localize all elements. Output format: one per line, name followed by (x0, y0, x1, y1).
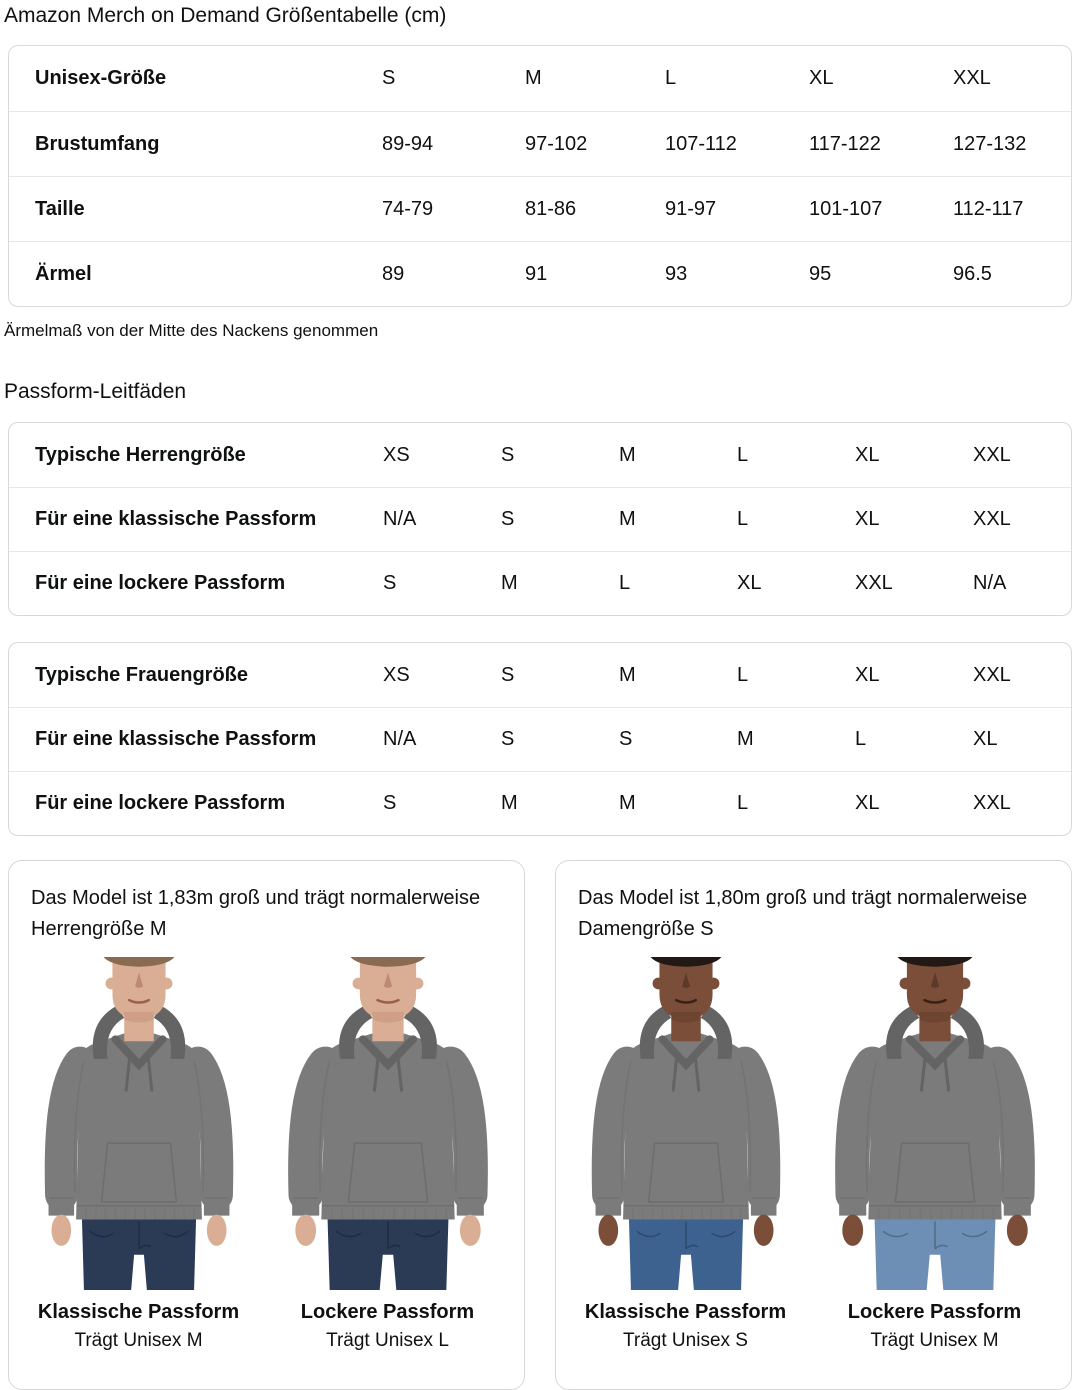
row-label: Für eine klassische Passform (35, 508, 317, 530)
size-header-cell: XL (809, 67, 834, 89)
size-table-footnote: Ärmelmaß von der Mitte des Nackens genommen (4, 321, 379, 340)
value-cell: L (737, 663, 749, 686)
size-table-header-row (9, 46, 1071, 111)
model-caption (38, 1298, 239, 1356)
value-cell: XL (855, 443, 880, 466)
fit-label: Klassische Passform (584, 1301, 787, 1323)
size-header-cell: S (382, 67, 396, 89)
value-cell: 107-112 (665, 132, 737, 155)
fit-table-row (9, 707, 1071, 771)
value-cell: XS (383, 663, 410, 686)
value-cell: 81-86 (525, 197, 577, 220)
value-cell: 95 (809, 262, 832, 285)
value-cell: S (501, 443, 515, 466)
fit-label: Lockere Passform (847, 1301, 1022, 1323)
value-cell: M (737, 728, 754, 750)
value-cell: S (501, 728, 515, 750)
fit-table-row (9, 487, 1071, 551)
model-photos-row (556, 957, 1071, 1356)
row-label: Typische Frauengröße (35, 663, 249, 686)
fit-label: Lockere Passform (300, 1301, 475, 1323)
value-cell: S (501, 663, 515, 686)
fit-size-label: Trägt Unisex M (74, 1330, 203, 1351)
value-cell: L (737, 792, 749, 814)
value-cell: L (619, 572, 631, 594)
row-label: Brustumfang (35, 132, 160, 155)
value-cell: XXL (855, 572, 893, 594)
model-card-mens (8, 860, 525, 1390)
value-cell: XXL (973, 792, 1011, 814)
model-cards (8, 860, 1072, 1390)
value-cell: L (737, 443, 749, 466)
value-cell: 74-79 (382, 197, 434, 220)
table-row (9, 241, 1071, 306)
value-cell: S (383, 572, 397, 594)
value-cell: XL (855, 792, 880, 814)
value-cell: XXL (973, 508, 1011, 530)
mens-classic-fit-photo (21, 957, 257, 1290)
size-table (8, 45, 1072, 307)
model-caption (585, 1298, 786, 1356)
model-figure (568, 957, 804, 1356)
value-cell: S (383, 792, 397, 814)
fit-size-label: Trägt Unisex S (623, 1330, 748, 1351)
page-title: Amazon Merch on Demand Größentabelle (cm) (4, 4, 447, 27)
value-cell: 112-117 (953, 197, 1024, 220)
value-cell: N/A (383, 508, 417, 530)
row-label: Taille (35, 197, 85, 220)
value-cell: 89-94 (382, 132, 434, 155)
value-cell: S (619, 728, 633, 750)
model-caption (848, 1298, 1021, 1356)
mens-loose-fit-photo (263, 957, 513, 1290)
row-label: Ärmel (35, 262, 92, 285)
value-cell: XL (855, 663, 880, 686)
value-cell: M (619, 443, 636, 466)
model-description: Das Model ist 1,83m groß und trägt normalerweise Herrengröße M (31, 887, 481, 940)
fit-label: Klassische Passform (37, 1301, 240, 1323)
value-cell: L (855, 728, 867, 750)
value-cell: N/A (973, 572, 1007, 594)
value-cell: M (619, 792, 636, 814)
value-cell: XL (737, 572, 762, 594)
value-cell: L (737, 508, 749, 530)
value-cell: XXL (973, 663, 1011, 686)
value-cell: XL (973, 728, 998, 750)
value-cell: 117-122 (809, 132, 881, 155)
value-cell: 101-107 (809, 197, 883, 220)
fit-table-row (9, 423, 1071, 487)
value-cell: 89 (382, 262, 405, 285)
womens-loose-fit-photo (810, 957, 1060, 1290)
womens-classic-fit-photo (568, 957, 804, 1290)
table-row (9, 111, 1071, 176)
row-label: Für eine lockere Passform (35, 572, 286, 594)
fit-table-row (9, 771, 1071, 835)
row-label: Für eine klassische Passform (35, 728, 317, 750)
fit-size-label: Trägt Unisex L (326, 1330, 449, 1351)
size-header-cell: XXL (953, 67, 991, 89)
value-cell: M (501, 792, 518, 814)
size-header-cell: M (525, 67, 542, 89)
model-figure (263, 957, 513, 1356)
womens-fit-table (8, 642, 1072, 836)
model-card-womens (555, 860, 1072, 1390)
model-description: Das Model ist 1,80m groß und trägt normalerweise Damengröße S (578, 887, 1028, 940)
value-cell: 91-97 (665, 197, 717, 220)
table-row (9, 176, 1071, 241)
value-cell: 96.5 (953, 262, 992, 285)
value-cell: 97-102 (525, 132, 588, 155)
value-cell: S (501, 508, 515, 530)
row-label: Für eine lockere Passform (35, 792, 286, 814)
value-cell: 127-132 (953, 132, 1027, 155)
value-cell: XS (383, 443, 410, 466)
mens-fit-table (8, 422, 1072, 616)
fit-guides-heading: Passform-Leitfäden (4, 380, 187, 403)
row-label: Unisex-Größe (35, 67, 167, 89)
model-figure (810, 957, 1060, 1356)
value-cell: 93 (665, 262, 688, 285)
value-cell: XL (855, 508, 880, 530)
value-cell: M (619, 508, 636, 530)
value-cell: M (619, 663, 636, 686)
value-cell: N/A (383, 728, 417, 750)
model-figure (21, 957, 257, 1356)
value-cell: M (501, 572, 518, 594)
fit-table-row (9, 551, 1071, 615)
row-label: Typische Herrengröße (35, 443, 246, 466)
fit-table-row (9, 643, 1071, 707)
model-photos-row (9, 957, 524, 1356)
value-cell: XXL (973, 443, 1011, 466)
size-header-cell: L (665, 67, 677, 89)
value-cell: 91 (525, 262, 548, 285)
model-caption (301, 1298, 474, 1356)
fit-size-label: Trägt Unisex M (870, 1330, 999, 1351)
